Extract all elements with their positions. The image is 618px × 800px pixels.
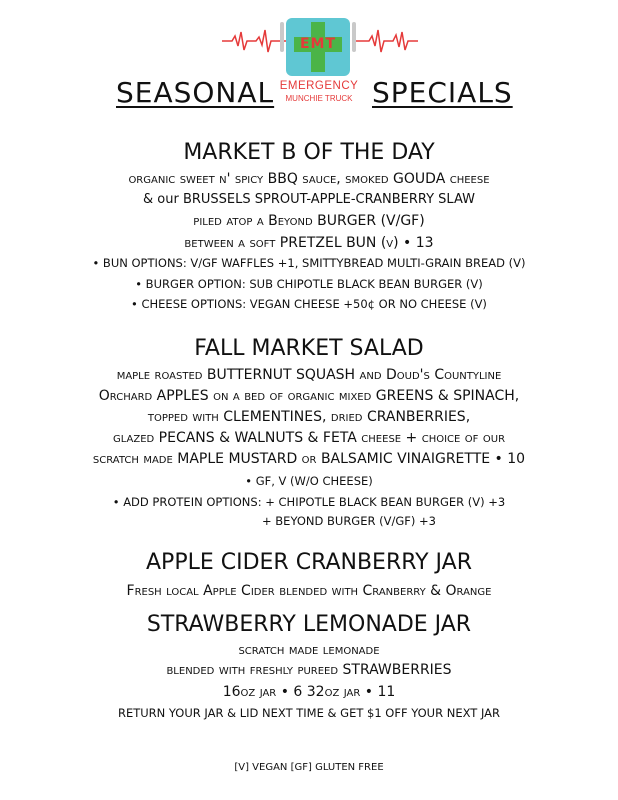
salad-title: FALL MARKET SALAD — [194, 336, 424, 361]
cider-line: Fresh local Apple Cider blended with Cranberry & Orange — [126, 583, 492, 599]
salad-line: Orchard APPLES on a bed of organic mixed GREENS & SPINACH, — [98, 388, 520, 404]
lemonade-title: STRAWBERRY LEMONADE JAR — [146, 612, 472, 637]
lemonade-prices: 16oz jar • 6 32oz jar • 11 — [222, 684, 396, 700]
logo — [286, 18, 350, 76]
burger-line: piled atop a Beyond BURGER (V/GF) — [193, 213, 425, 229]
burger-option: • BURGER OPTION: SUB CHIPOTLE BLACK BEAN BURGER (V) — [135, 277, 483, 291]
salad-line: scratch made MAPLE MUSTARD or BALSAMIC VINAIGRETTE • 10 — [92, 451, 526, 467]
salad-option: • ADD PROTEIN OPTIONS: + CHIPOTLE BLACK BEAN BURGER (V) +3 — [112, 495, 506, 509]
logo-name-line2: MUNCHIE TRUCK — [285, 94, 353, 103]
logo-badge: EMT — [299, 36, 337, 52]
header-right-title: SPECIALS — [372, 76, 513, 109]
fork-icon — [280, 22, 284, 52]
salad-line: topped with CLEMENTINES, dried CRANBERRIES, — [147, 409, 471, 425]
header — [0, 0, 618, 120]
ekg-line-left-icon — [222, 26, 286, 56]
lemonade-line: blended with freshly pureed STRAWBERRIES — [166, 662, 452, 678]
salad-option: + BEYOND BURGER (V/GF) +3 — [262, 514, 436, 528]
salad-line: glazed PECANS & WALNUTS & FETA cheese + choice of our — [112, 430, 506, 446]
logo-name-line1: EMERGENCY — [279, 80, 359, 92]
cider-title: APPLE CIDER CRANBERRY JAR — [146, 550, 472, 575]
burger-title: MARKET B OF THE DAY — [183, 140, 435, 165]
header-left-title: SEASONAL — [116, 76, 275, 109]
burger-option: • CHEESE OPTIONS: VEGAN CHEESE +50¢ OR NO CHEESE (V) — [131, 297, 487, 311]
salad-option: • GF, V (W/O CHEESE) — [245, 474, 373, 488]
lemonade-note: RETURN YOUR JAR & LID NEXT TIME & GET $1 OFF YOUR NEXT JAR — [117, 706, 501, 720]
footer-legend: [V] VEGAN [GF] GLUTEN FREE — [234, 762, 384, 773]
burger-line: & our BRUSSELS SPROUT-APPLE-CRANBERRY SLAW — [143, 192, 475, 207]
burger-line: organic sweet n' spicy BBQ sauce, smoked GOUDA cheese — [128, 171, 490, 187]
burger-line: between a soft PRETZEL BUN (v) • 13 — [184, 235, 434, 251]
ekg-line-right-icon — [354, 26, 418, 56]
burger-option: • BUN OPTIONS: V/GF WAFFLES +1, SMITTYBREAD MULTI-GRAIN BREAD (V) — [92, 256, 526, 270]
lemonade-line: scratch made lemonade — [238, 642, 380, 658]
spoon-icon — [352, 22, 356, 52]
salad-line: maple roasted BUTTERNUT SQUASH and Doud's Countyline — [116, 367, 502, 383]
